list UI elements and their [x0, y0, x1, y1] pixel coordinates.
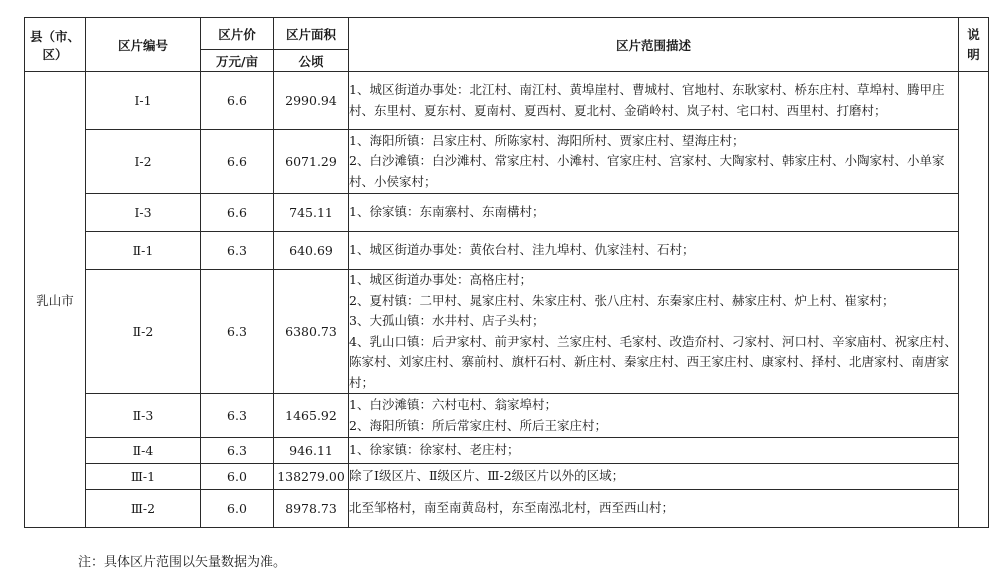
- table-row: [25, 464, 989, 490]
- zone-id-cell: Ⅲ-2: [86, 490, 201, 528]
- area-cell: 6380.73: [274, 270, 349, 394]
- header-description: 区片范围描述: [349, 18, 959, 72]
- price-cell: 6.3: [201, 394, 274, 438]
- header-price: 区片价: [201, 18, 274, 50]
- description-cell: [349, 270, 959, 394]
- description-line: 1、徐家镇：徐家村、老庄村；: [349, 442, 520, 458]
- description-line: 2、夏村镇：二甲村、晁家庄村、朱家庄村、张八庄村、东秦家庄村、赫家庄村、炉上村、崔家村；: [349, 292, 895, 308]
- description-line: 1、白沙滩镇：六村屯村、翁家埠村；: [349, 397, 557, 412]
- header-county: 县（市、区）: [25, 18, 86, 72]
- description-cell: [349, 232, 959, 270]
- zone-id-cell: Ⅰ-1: [86, 72, 201, 130]
- description-line: 除了Ⅰ级区片、Ⅱ级区片、Ⅲ-2级区片以外的区域；: [349, 468, 625, 484]
- table-row: [25, 270, 989, 394]
- price-cell: 6.0: [201, 464, 274, 490]
- area-cell: 640.69: [274, 232, 349, 270]
- description-line: 3、大孤山镇：水井村、店子头村；: [349, 313, 545, 328]
- description-cell: [349, 130, 959, 194]
- zone-id-cell: Ⅱ-1: [86, 232, 201, 270]
- area-cell: 745.11: [274, 194, 349, 232]
- table-row: [25, 394, 989, 438]
- description-line: 1、徐家镇：东南寨村、东南構村；: [349, 204, 545, 220]
- zone-id-cell: Ⅱ-2: [86, 270, 201, 394]
- price-cell: 6.3: [201, 438, 274, 464]
- area-cell: 1465.92: [274, 394, 349, 438]
- zone-id-cell: Ⅱ-4: [86, 438, 201, 464]
- description-line: 北至邹格村，南至南黄岛村，东至南泓北村，西至西山村；: [349, 500, 675, 516]
- table-row: [25, 438, 989, 464]
- description-line: 2、白沙滩镇：白沙滩村、常家庄村、小滩村、官家庄村、宫家村、大陶家村、韩家庄村、小陶家村、小单家村、小侯家村；: [349, 153, 945, 189]
- area-cell: 8978.73: [274, 490, 349, 528]
- description-line: 1、城区街道办事处：北江村、南江村、黄埠崖村、曹城村、官地村、东耿家村、桥东庄村、草埠村、腾甲庄村、东里村、夏东村、夏南村、夏西村、夏北村、金硝岭村、岚子村、宅口村、西里村、打磨村；: [349, 82, 945, 118]
- description-cell: [349, 394, 959, 438]
- description-cell: [349, 464, 959, 490]
- zone-id-cell: Ⅲ-1: [86, 464, 201, 490]
- description-cell: [349, 490, 959, 528]
- price-cell: 6.6: [201, 130, 274, 194]
- area-cell: 6071.29: [274, 130, 349, 194]
- description-cell: [349, 194, 959, 232]
- zone-id-cell: Ⅰ-3: [86, 194, 201, 232]
- table-row: [25, 194, 989, 232]
- description-line: 1、城区街道办事处：高格庄村；: [349, 272, 532, 287]
- description-cell: [349, 72, 959, 130]
- description-cell: [349, 438, 959, 464]
- description-line: 1、城区街道办事处：黄依台村、洼九埠村、仇家洼村、石村；: [349, 242, 695, 258]
- table-row: [25, 72, 989, 130]
- header-area: 区片面积: [274, 18, 349, 50]
- zone-id-cell: Ⅰ-2: [86, 130, 201, 194]
- land-price-table: [24, 17, 989, 528]
- remarks-cell: [959, 72, 989, 528]
- footnote: 注：具体区片范围以矢量数据为准。: [78, 555, 287, 570]
- table-row: [25, 130, 989, 194]
- table-body: [25, 72, 989, 528]
- header-remarks: [959, 18, 989, 72]
- header-price-unit: 万元/亩: [201, 50, 274, 72]
- price-cell: 6.3: [201, 232, 274, 270]
- header-zone-id: 区片编号: [86, 18, 201, 72]
- table-row: [25, 232, 989, 270]
- header-remarks-text: 说 明: [967, 26, 980, 62]
- price-cell: 6.0: [201, 490, 274, 528]
- table-row: [25, 490, 989, 528]
- description-line: 4、乳山口镇：后尹家村、前尹家村、兰家庄村、毛家村、改造夼村、刁家村、河口村、辛家庙村、祝家庄村、陈家村、刘家庄村、寨前村、旗杆石村、新庄村、秦家庄村、西王家庄村、康家村、择村、北唐家村、南唐家村；: [349, 333, 957, 390]
- price-cell: 6.3: [201, 270, 274, 394]
- area-cell: 138279.00: [274, 464, 349, 490]
- area-cell: 2990.94: [274, 72, 349, 130]
- price-cell: 6.6: [201, 72, 274, 130]
- header-area-unit: 公顷: [274, 50, 349, 72]
- description-line: 1、海阳所镇：吕家庄村、所陈家村、海阳所村、贾家庄村、望海庄村；: [349, 132, 745, 148]
- price-cell: 6.6: [201, 194, 274, 232]
- description-line: 2、海阳所镇：所后常家庄村、所后王家庄村；: [349, 417, 607, 433]
- zone-id-cell: Ⅱ-3: [86, 394, 201, 438]
- county-cell: 乳山市: [25, 72, 86, 528]
- area-cell: 946.11: [274, 438, 349, 464]
